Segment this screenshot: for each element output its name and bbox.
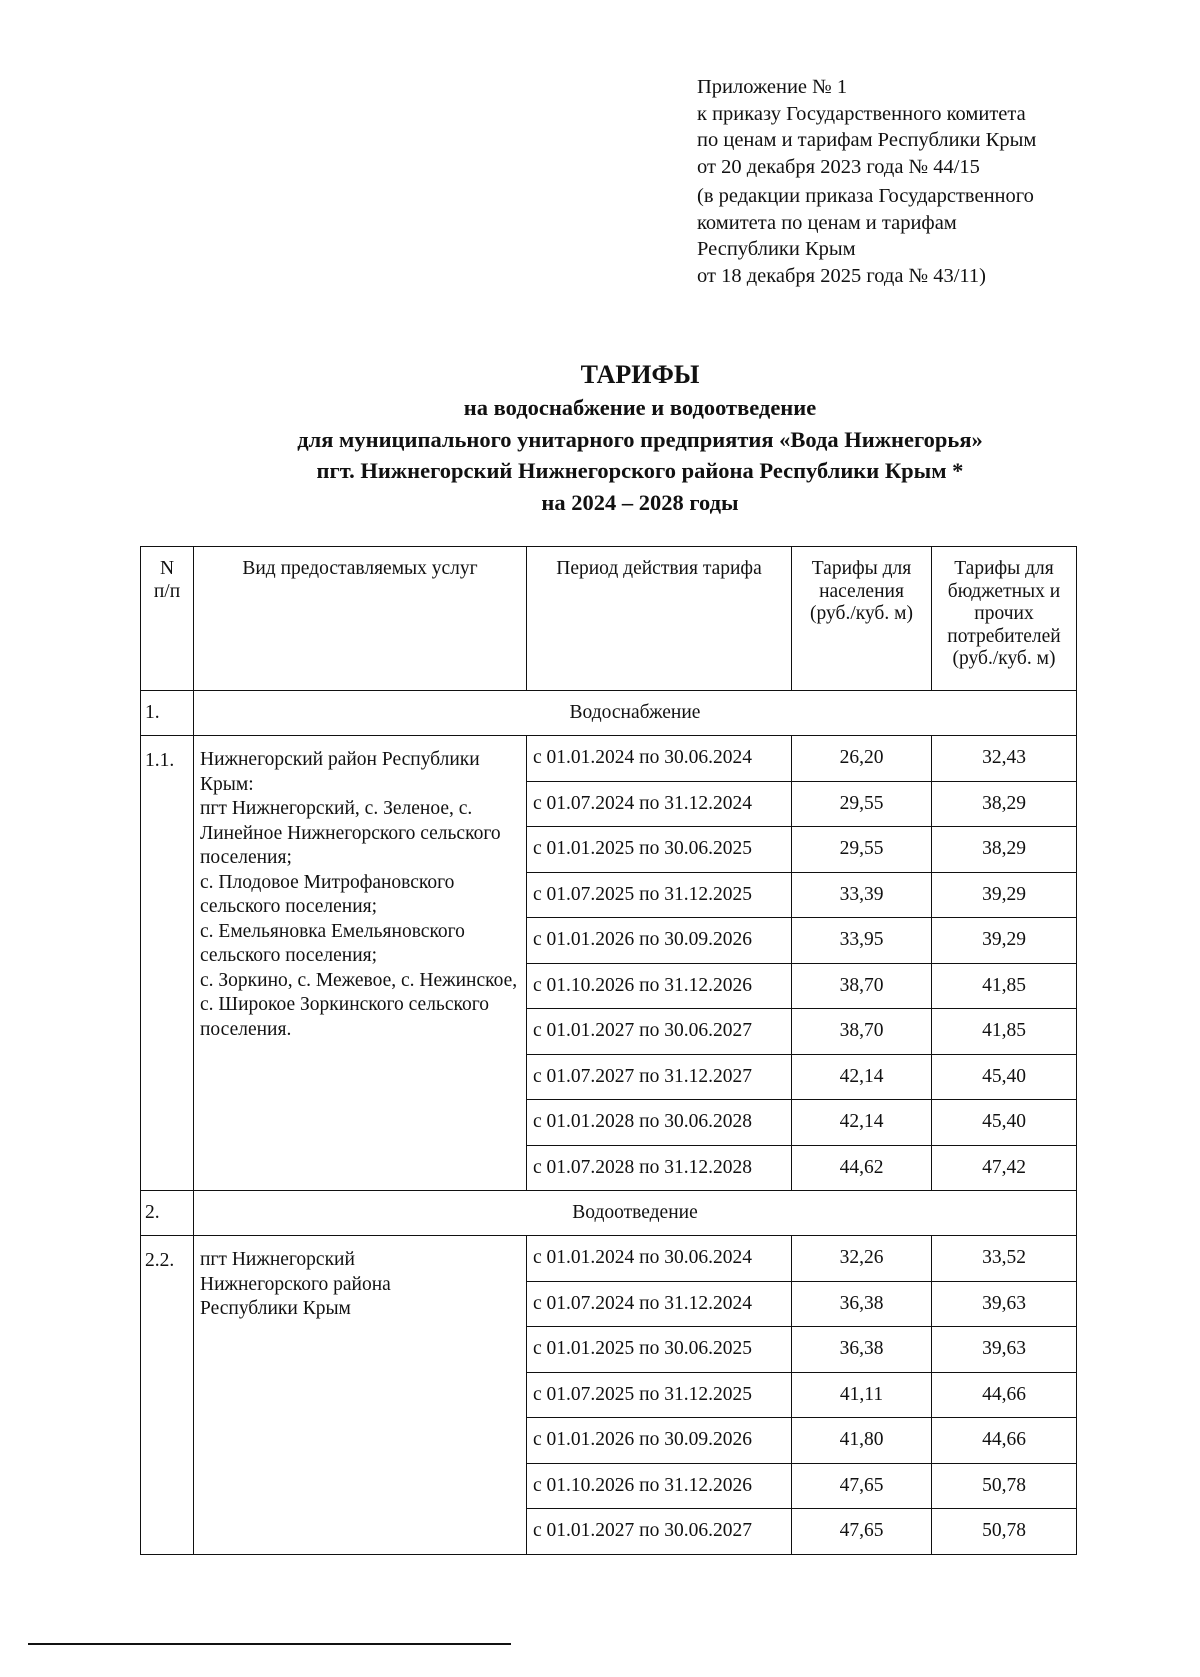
table-row [141,736,1077,782]
tariff-period: с 01.07.2025 по 31.12.2025 [527,1372,792,1418]
tariff-budget: 38,29 [932,781,1077,827]
tariff-population: 41,80 [792,1418,932,1464]
subsection-number: 1.1. [141,736,194,1191]
appendix-line: (в редакции приказа Государственного [697,185,1034,207]
tariff-budget: 33,52 [932,1236,1077,1282]
appendix-line: комитета по ценам и тарифам [697,211,957,234]
service-area: Нижнегорский район Республики Крым: пгт Нижнегорский, с. Зеленое, с. Линейное Нижнегорского сельского поселения; с. Плодовое Митрофановского сельского поселения; с. Емельяновка Емельяновского сельского поселения; с. Зоркино, с. Межевое, с. Нежинское, с. Широкое Зоркинского сельского поселения. [194,736,527,1191]
section-name: Водоснабжение [194,691,1077,736]
tariff-population: 38,70 [792,963,932,1009]
section-row [141,691,1077,736]
appendix-line: к приказу Государственного комитета [697,102,1026,125]
tariff-budget: 44,66 [932,1418,1077,1464]
section-number: 2. [141,1191,194,1236]
title-main: ТАРИФЫ [580,360,700,389]
tariff-period: с 01.07.2025 по 31.12.2025 [527,872,792,918]
tariff-population: 42,14 [792,1100,932,1146]
tariff-period: с 01.01.2026 по 30.09.2026 [527,918,792,964]
section-name: Водоотведение [194,1191,1077,1236]
tariff-period: с 01.07.2024 по 31.12.2024 [527,1281,792,1327]
tariff-population: 47,65 [792,1463,932,1509]
tariff-table [140,546,1077,1555]
tariff-budget: 50,78 [932,1463,1077,1509]
tariff-population: 42,14 [792,1054,932,1100]
tariff-population: 44,62 [792,1145,932,1191]
tariff-budget: 32,43 [932,736,1077,782]
tariff-budget: 39,29 [932,872,1077,918]
tariff-period: с 01.10.2026 по 31.12.2026 [527,963,792,1009]
section-row [141,1191,1077,1236]
tariff-population: 29,55 [792,781,932,827]
appendix-line: Приложение № 1 [697,76,848,98]
tariff-budget: 45,40 [932,1100,1077,1146]
tariff-period: с 01.01.2027 по 30.06.2027 [527,1509,792,1555]
tariff-budget: 47,42 [932,1145,1077,1191]
header-budget: Тарифы для бюджетных и прочих потребителей (руб./куб. м) [932,547,1077,691]
appendix-line: Республики Крым [697,238,856,260]
tariff-budget: 38,29 [932,827,1077,873]
tariff-period: с 01.01.2025 по 30.06.2025 [527,1327,792,1373]
tariff-population: 36,38 [792,1327,932,1373]
appendix-line: от 18 декабря 2025 года № 43/11) [697,264,986,287]
appendix-line: по ценам и тарифам Республики Крым [697,129,1037,151]
header-num: N п/п [141,547,194,691]
tariff-period: с 01.01.2028 по 30.06.2028 [527,1100,792,1146]
tariff-period: с 01.10.2026 по 31.12.2026 [527,1463,792,1509]
title-line: для муниципального унитарного предприятия «Вода Нижнегорья» [297,426,983,452]
header-period: Период действия тарифа [527,547,792,691]
tariff-period: с 01.01.2026 по 30.09.2026 [527,1418,792,1464]
footnote-separator [28,1643,511,1645]
tariff-budget: 50,78 [932,1509,1077,1555]
tariff-population: 38,70 [792,1009,932,1055]
tariff-budget: 41,85 [932,963,1077,1009]
tariff-period: с 01.07.2024 по 31.12.2024 [527,781,792,827]
header-row [141,547,1077,691]
tariff-population: 47,65 [792,1509,932,1555]
tariff-budget: 41,85 [932,1009,1077,1055]
tariff-population: 32,26 [792,1236,932,1282]
tariff-period: с 01.07.2027 по 31.12.2027 [527,1054,792,1100]
table-row [141,1236,1077,1282]
title-line: пгт. Нижнегорский Нижнегорского района Республики Крым * [316,458,964,483]
subsection-number: 2.2. [141,1236,194,1555]
title-line: на водоснабжение и водоотведение [463,395,817,420]
tariff-period: с 01.07.2028 по 31.12.2028 [527,1145,792,1191]
tariff-population: 36,38 [792,1281,932,1327]
tariff-budget: 39,63 [932,1327,1077,1373]
tariff-period: с 01.01.2024 по 30.06.2024 [527,736,792,782]
service-area: пгт Нижнегорский Нижнегорского района Республики Крым [194,1236,527,1555]
tariff-period: с 01.01.2024 по 30.06.2024 [527,1236,792,1282]
tariff-population: 33,95 [792,918,932,964]
document-title [0,358,1200,518]
tariff-period: с 01.01.2027 по 30.06.2027 [527,1009,792,1055]
appendix-reference [697,74,1167,289]
header-service: Вид предоставляемых услуг [194,547,527,691]
tariff-period: с 01.01.2025 по 30.06.2025 [527,827,792,873]
tariff-budget: 39,63 [932,1281,1077,1327]
tariff-budget: 45,40 [932,1054,1077,1100]
tariff-population: 26,20 [792,736,932,782]
tariff-population: 41,11 [792,1372,932,1418]
tariff-population: 33,39 [792,872,932,918]
tariff-budget: 44,66 [932,1372,1077,1418]
header-population: Тарифы для населения (руб./куб. м) [792,547,932,691]
appendix-line: от 20 декабря 2023 года № 44/15 [697,155,980,178]
tariff-budget: 39,29 [932,918,1077,964]
section-number: 1. [141,691,194,736]
tariff-population: 29,55 [792,827,932,873]
title-line: на 2024 – 2028 годы [541,489,739,515]
